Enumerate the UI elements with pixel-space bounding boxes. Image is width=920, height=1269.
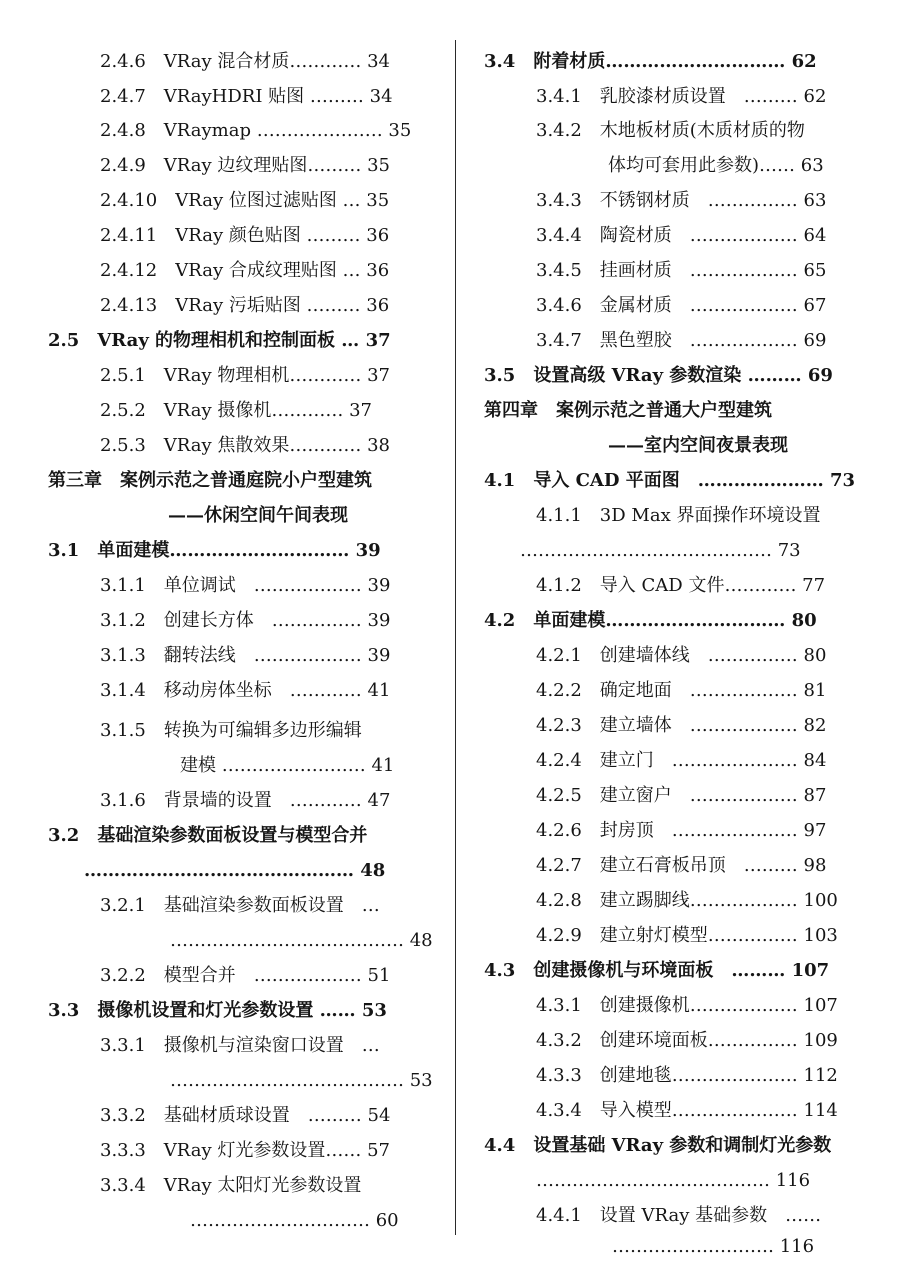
toc-entry: 3.1.1 单位调试 ……………… 39 [100, 575, 391, 596]
toc-entry: 3.4.1 乳胶漆材质设置 ……… 62 [536, 86, 827, 107]
toc-entry: 3.3.3 VRay 灯光参数设置…… 57 [100, 1140, 391, 1161]
toc-entry: 2.4.6 VRay 混合材质………… 34 [100, 51, 391, 72]
toc-entry-continued: 建模 …………………… 41 [180, 755, 395, 776]
toc-entry: 2.4.11 VRay 颜色贴图 ……… 36 [100, 225, 390, 246]
toc-entry: 4.2.3 建立墙体 ……………… 82 [536, 715, 827, 736]
toc-entry: 2.5.2 VRay 摄像机………… 37 [100, 400, 373, 421]
toc-entry: 3.1.2 创建长方体 …………… 39 [100, 610, 391, 631]
toc-section: 3.2 基础渲染参数面板设置与模型合并 [48, 825, 368, 846]
toc-chapter-subtitle: ——室内空间夜景表现 [608, 435, 788, 456]
toc-entry: 3.4.5 挂画材质 ……………… 65 [536, 260, 827, 281]
toc-entry: 4.2.1 创建墙体线 …………… 80 [536, 645, 827, 666]
toc-section: 3.5 设置高级 VRay 参数渲染 ……… 69 [484, 365, 833, 386]
toc-section: 3.1 单面建模………………………… 39 [48, 540, 381, 561]
toc-entry: 3.1.6 背景墙的设置 ………… 47 [100, 790, 391, 811]
toc-entry: 3.4.2 木地板材质(木质材质的物 [536, 120, 805, 141]
toc-entry: 4.3.3 创建地毯………………… 112 [536, 1065, 838, 1086]
toc-entry: 4.2.8 建立踢脚线……………… 100 [536, 890, 838, 911]
toc-entry: 2.4.13 VRay 污垢贴图 ……… 36 [100, 295, 390, 316]
toc-entry: 2.5.3 VRay 焦散效果………… 38 [100, 435, 391, 456]
toc-entry: 3.3.2 基础材质球设置 ……… 54 [100, 1105, 391, 1126]
toc-entry-continued: ………………………………… 116 [536, 1170, 811, 1191]
toc-entry-continued: ………………………… 60 [190, 1210, 399, 1231]
toc-entry: 3.4.7 黑色塑胶 ……………… 69 [536, 330, 827, 351]
toc-entry: 4.3.4 导入模型………………… 114 [536, 1100, 838, 1121]
toc-entry-continued: ……………………… 116 [612, 1236, 815, 1257]
toc-section: 4.1 导入 CAD 平面图 ………………… 73 [484, 470, 856, 491]
toc-entry-continued: ………………………………… 53 [170, 1070, 433, 1091]
toc-entry-continued: ……………………………………… 48 [84, 860, 386, 881]
toc-chapter-title: 第四章 案例示范之普通大户型建筑 [484, 400, 772, 421]
toc-entry: 3.2.2 模型合并 ……………… 51 [100, 965, 391, 986]
toc-chapter-title: 第三章 案例示范之普通庭院小户型建筑 [48, 470, 372, 491]
toc-entry: 4.3.1 创建摄像机……………… 107 [536, 995, 838, 1016]
toc-entry: 3.2.1 基础渲染参数面板设置 … [100, 895, 380, 916]
toc-entry: 2.4.7 VRayHDRI 贴图 ……… 34 [100, 86, 393, 107]
toc-section: 4.4 设置基础 VRay 参数和调制灯光参数 [484, 1135, 832, 1156]
toc-entry: 2.4.12 VRay 合成纹理贴图 … 36 [100, 260, 390, 281]
toc-section: 4.3 创建摄像机与环境面板 ……… 107 [484, 960, 830, 981]
toc-entry: 4.1.2 导入 CAD 文件………… 77 [536, 575, 826, 596]
toc-entry: 3.4.3 不锈钢材质 …………… 63 [536, 190, 827, 211]
toc-entry: 4.3.2 创建环境面板…………… 109 [536, 1030, 838, 1051]
toc-entry: 3.4.6 金属材质 ……………… 67 [536, 295, 827, 316]
toc-entry: 3.1.5 转换为可编辑多边形编辑 [100, 720, 362, 741]
toc-entry-continued: …………………………………… 73 [520, 540, 801, 561]
toc-chapter-subtitle: ——休闲空间午间表现 [168, 505, 348, 526]
toc-entry: 4.4.1 设置 VRay 基础参数 …… [536, 1205, 822, 1226]
toc-entry: 2.4.10 VRay 位图过滤贴图 … 35 [100, 190, 390, 211]
toc-entry-continued: ………………………………… 48 [170, 930, 433, 951]
toc-entry: 2.5.1 VRay 物理相机………… 37 [100, 365, 391, 386]
toc-entry: 3.1.4 移动房体坐标 ………… 41 [100, 680, 391, 701]
toc-entry: 4.2.4 建立门 ………………… 84 [536, 750, 827, 771]
toc-section: 2.5 VRay 的物理相机和控制面板 … 37 [48, 330, 391, 351]
column-divider [455, 40, 456, 1235]
toc-entry: 4.2.2 确定地面 ……………… 81 [536, 680, 827, 701]
toc-section: 3.4 附着材质………………………… 62 [484, 51, 817, 72]
toc-section: 4.2 单面建模………………………… 80 [484, 610, 817, 631]
toc-entry: 2.4.9 VRay 边纹理贴图……… 35 [100, 155, 391, 176]
toc-entry: 3.4.4 陶瓷材质 ……………… 64 [536, 225, 827, 246]
toc-entry: 4.2.9 建立射灯模型…………… 103 [536, 925, 838, 946]
toc-entry: 2.4.8 VRaymap ………………… 35 [100, 120, 412, 141]
toc-entry: 4.2.6 封房顶 ………………… 97 [536, 820, 827, 841]
toc-entry: 3.1.3 翻转法线 ……………… 39 [100, 645, 391, 666]
toc-entry: 4.2.7 建立石膏板吊顶 ……… 98 [536, 855, 827, 876]
toc-entry-continued: 体均可套用此参数)…… 63 [608, 155, 824, 176]
toc-entry: 3.3.4 VRay 太阳灯光参数设置 [100, 1175, 362, 1196]
toc-entry: 4.1.1 3D Max 界面操作环境设置 [536, 505, 821, 526]
toc-entry: 4.2.5 建立窗户 ……………… 87 [536, 785, 827, 806]
toc-entry: 3.3.1 摄像机与渲染窗口设置 … [100, 1035, 380, 1056]
toc-section: 3.3 摄像机设置和灯光参数设置 …… 53 [48, 1000, 387, 1021]
